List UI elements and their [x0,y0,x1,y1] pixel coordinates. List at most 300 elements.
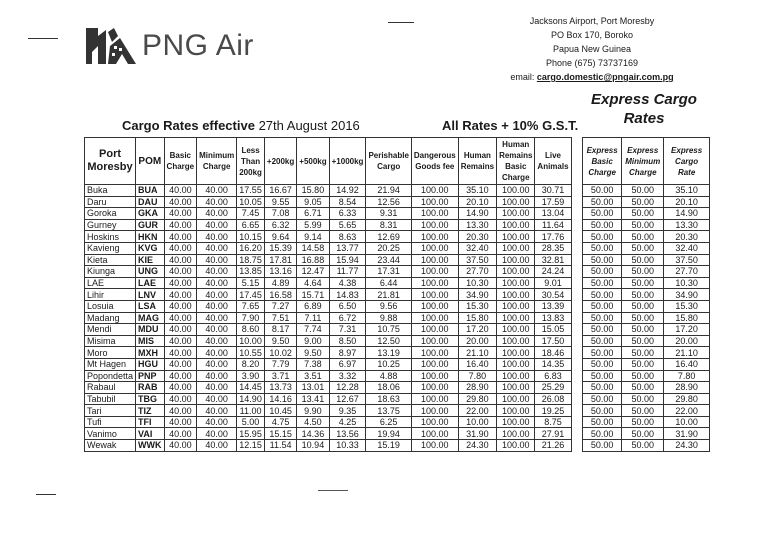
cell-rate-200kg: 11.54 [264,440,296,452]
cell-minimum-charge: 40.00 [197,416,237,428]
header-text: Express [627,145,659,155]
cell-pom: DAU [136,196,165,208]
express-cargo-title [588,90,700,128]
cell-basic-charge: 40.00 [164,428,197,440]
header-text: Dangerous [413,151,456,160]
header-live-animals [535,138,571,185]
cell-minimum-charge: 40.00 [197,312,237,324]
cell-basic-charge: 40.00 [164,370,197,382]
cell-live-animals: 13.39 [535,300,571,312]
cargo-rates-table [84,137,572,452]
cell-minimum-charge: 40.00 [197,324,237,336]
cell-express-minimum-charge: 50.00 [622,242,664,254]
cell-rate-1000kg: 14.83 [329,289,366,301]
cell-express-minimum-charge: 50.00 [622,416,664,428]
cell-human-remains: 37.50 [458,254,496,266]
header-text: Charge [588,167,616,177]
cell-minimum-charge: 40.00 [197,370,237,382]
cell-rate-500kg: 15.71 [297,289,329,301]
table-row [583,428,710,440]
cell-less-than-200kg: 16.20 [237,242,265,254]
express-header-row [583,138,710,185]
header-dangerous-goods-fee [411,138,458,185]
express-cargo-body [583,185,710,452]
cell-rate-200kg: 14.16 [264,393,296,405]
cell-less-than-200kg: 18.75 [237,254,265,266]
cell-live-animals: 9.01 [535,277,571,289]
cell-express-cargo-rate: 31.90 [664,428,710,440]
cell-rate-500kg: 9.50 [297,347,329,359]
address-email [482,70,702,84]
cell-minimum-charge: 40.00 [197,277,237,289]
cell-human-remains-basic-charge: 100.00 [497,428,535,440]
cell-express-minimum-charge: 50.00 [622,254,664,266]
cell-less-than-200kg: 7.90 [237,312,265,324]
cell-express-cargo-rate: 28.90 [664,382,710,394]
cell-rate-500kg: 6.89 [297,300,329,312]
cell-express-minimum-charge: 50.00 [622,440,664,452]
header-text: Charge [628,167,657,177]
cell-dangerous-goods-fee: 100.00 [411,277,458,289]
cell-less-than-200kg: 15.95 [237,428,265,440]
cell-express-cargo-rate: 14.90 [664,208,710,220]
cell-live-animals: 27.91 [535,428,571,440]
cell-express-minimum-charge: 50.00 [622,300,664,312]
table-row [583,242,710,254]
cell-express-minimum-charge: 50.00 [622,335,664,347]
cell-live-animals: 24.24 [535,266,571,278]
cell-live-animals: 14.35 [535,358,571,370]
cell-port: Misima [85,335,136,347]
cell-dangerous-goods-fee: 100.00 [411,312,458,324]
cell-express-minimum-charge: 50.00 [622,231,664,243]
table-row [583,208,710,220]
cell-rate-200kg: 16.58 [264,289,296,301]
cell-less-than-200kg: 14.90 [237,393,265,405]
cell-rate-500kg: 4.50 [297,416,329,428]
header-text: Moresby [87,161,133,173]
cell-express-basic-charge: 50.00 [583,300,622,312]
cell-rate-1000kg: 6.72 [329,312,366,324]
cell-human-remains-basic-charge: 100.00 [497,405,535,417]
cell-express-cargo-rate: 29.80 [664,393,710,405]
cell-express-basic-charge: 50.00 [583,185,622,197]
cell-live-animals: 11.64 [535,219,571,231]
cell-dangerous-goods-fee: 100.00 [411,289,458,301]
cell-rate-200kg: 7.27 [264,300,296,312]
cell-basic-charge: 40.00 [164,382,197,394]
cell-express-cargo-rate: 35.10 [664,185,710,197]
cell-human-remains-basic-charge: 100.00 [497,347,535,359]
cell-perishable-cargo: 8.31 [366,219,411,231]
cell-rate-200kg: 7.51 [264,312,296,324]
cell-rate-1000kg: 14.92 [329,185,366,197]
table-row [85,335,572,347]
cell-rate-1000kg: 15.94 [329,254,366,266]
cell-dangerous-goods-fee: 100.00 [411,347,458,359]
cell-human-remains: 21.10 [458,347,496,359]
cell-basic-charge: 40.00 [164,277,197,289]
cell-express-cargo-rate: 16.40 [664,358,710,370]
cell-dangerous-goods-fee: 100.00 [411,219,458,231]
cell-human-remains: 16.40 [458,358,496,370]
cell-rate-200kg: 9.64 [264,231,296,243]
cell-basic-charge: 40.00 [164,196,197,208]
cell-pom: GKA [136,208,165,220]
cell-perishable-cargo: 10.75 [366,324,411,336]
cell-human-remains: 15.30 [458,300,496,312]
cell-port: Kiunga [85,266,136,278]
cell-live-animals: 21.26 [535,440,571,452]
header-perishable-cargo [366,138,411,185]
cell-live-animals: 6.83 [535,370,571,382]
cell-port: Madang [85,312,136,324]
cell-pom: WWK [136,440,165,452]
cell-rate-1000kg: 9.35 [329,405,366,417]
cell-live-animals: 13.04 [535,208,571,220]
cell-human-remains: 13.30 [458,219,496,231]
header-text: Port [99,148,122,160]
cell-express-cargo-rate: 17.20 [664,324,710,336]
table-row [583,196,710,208]
cell-rate-200kg: 13.73 [264,382,296,394]
header-200kg: +200kg [264,138,296,185]
cell-human-remains-basic-charge: 100.00 [497,382,535,394]
cell-minimum-charge: 40.00 [197,300,237,312]
header-text: Express [671,145,703,155]
cell-express-basic-charge: 50.00 [583,266,622,278]
cell-rate-1000kg: 13.56 [329,428,366,440]
header-text: Charge [202,162,231,171]
cell-dangerous-goods-fee: 100.00 [411,242,458,254]
cell-express-cargo-rate: 10.00 [664,416,710,428]
cell-pom: BUA [136,185,165,197]
cell-pom: MIS [136,335,165,347]
cell-pom: UNG [136,266,165,278]
cell-rate-500kg: 9.14 [297,231,329,243]
cell-express-cargo-rate: 24.30 [664,440,710,452]
cell-perishable-cargo: 21.94 [366,185,411,197]
table-row [583,324,710,336]
cell-minimum-charge: 40.00 [197,185,237,197]
cell-live-animals: 15.05 [535,324,571,336]
header-text: Human [463,151,491,160]
cell-express-basic-charge: 50.00 [583,231,622,243]
cell-rate-1000kg: 8.54 [329,196,366,208]
cell-less-than-200kg: 7.45 [237,208,265,220]
cell-minimum-charge: 40.00 [197,382,237,394]
header-text: Human [502,140,530,149]
cell-express-cargo-rate: 15.80 [664,312,710,324]
header-express-basic-charge [583,138,622,185]
cell-rate-1000kg: 8.97 [329,347,366,359]
header-text: Goods fee [415,162,455,171]
table-row [583,231,710,243]
cell-rate-1000kg: 10.33 [329,440,366,452]
cell-perishable-cargo: 17.31 [366,266,411,278]
header-text: Charge [501,173,530,182]
cell-human-remains-basic-charge: 100.00 [497,370,535,382]
cell-perishable-cargo: 6.44 [366,277,411,289]
cell-express-basic-charge: 50.00 [583,277,622,289]
cell-express-minimum-charge: 50.00 [622,219,664,231]
cell-dangerous-goods-fee: 100.00 [411,300,458,312]
cell-express-minimum-charge: 50.00 [622,289,664,301]
cell-port: LAE [85,277,136,289]
cell-less-than-200kg: 3.90 [237,370,265,382]
cell-human-remains-basic-charge: 100.00 [497,416,535,428]
header-human-remains-basic-charge [497,138,535,185]
cell-express-basic-charge: 50.00 [583,370,622,382]
cell-express-minimum-charge: 50.00 [622,312,664,324]
cell-human-remains-basic-charge: 100.00 [497,254,535,266]
table-row [583,335,710,347]
cell-express-basic-charge: 50.00 [583,196,622,208]
cell-rate-1000kg: 12.28 [329,382,366,394]
cell-express-basic-charge: 50.00 [583,208,622,220]
cell-express-cargo-rate: 20.00 [664,335,710,347]
cell-human-remains-basic-charge: 100.00 [497,219,535,231]
cell-rate-200kg: 7.79 [264,358,296,370]
cell-less-than-200kg: 14.45 [237,382,265,394]
cell-dangerous-goods-fee: 100.00 [411,185,458,197]
cell-rate-200kg: 10.45 [264,405,296,417]
gst-note: All Rates + 10% G.S.T. [442,118,579,133]
cell-pom: HGU [136,358,165,370]
cell-dangerous-goods-fee: 100.00 [411,231,458,243]
cell-express-minimum-charge: 50.00 [622,393,664,405]
cell-express-cargo-rate: 21.10 [664,347,710,359]
cell-basic-charge: 40.00 [164,289,197,301]
email-label: email: [510,72,535,82]
cell-human-remains-basic-charge: 100.00 [497,196,535,208]
cell-minimum-charge: 40.00 [197,405,237,417]
table-row [85,428,572,440]
cell-rate-200kg: 7.08 [264,208,296,220]
table-row [85,289,572,301]
cell-minimum-charge: 40.00 [197,393,237,405]
cell-less-than-200kg: 11.00 [237,405,265,417]
scan-mark-bottom-center [318,490,348,491]
cell-express-minimum-charge: 50.00 [622,266,664,278]
cell-express-minimum-charge: 50.00 [622,208,664,220]
scan-mark-bottom-left [36,494,56,495]
cargo-rates-title [122,118,360,133]
table-row [85,219,572,231]
cell-human-remains: 20.30 [458,231,496,243]
cell-human-remains-basic-charge: 100.00 [497,289,535,301]
cell-perishable-cargo: 12.69 [366,231,411,243]
cell-pom: TBG [136,393,165,405]
cell-port: Lihir [85,289,136,301]
table-row [583,370,710,382]
scan-mark-top-left [28,38,58,39]
cell-human-remains-basic-charge: 100.00 [497,324,535,336]
address-phone: Phone (675) 73737169 [545,58,639,68]
cell-port: Losuia [85,300,136,312]
cell-basic-charge: 40.00 [164,185,197,197]
cell-live-animals: 17.59 [535,196,571,208]
cell-live-animals: 28.35 [535,242,571,254]
cell-dangerous-goods-fee: 100.00 [411,382,458,394]
cell-perishable-cargo: 23.44 [366,254,411,266]
address-line-3: Papua New Guinea [552,44,632,54]
cell-live-animals: 8.75 [535,416,571,428]
cell-rate-500kg: 4.64 [297,277,329,289]
cell-basic-charge: 40.00 [164,254,197,266]
cell-basic-charge: 40.00 [164,347,197,359]
table-row [85,312,572,324]
cell-human-remains-basic-charge: 100.00 [497,231,535,243]
cell-minimum-charge: 40.00 [197,335,237,347]
cell-pom: PNP [136,370,165,382]
cell-human-remains: 34.90 [458,289,496,301]
table-row [85,393,572,405]
cell-less-than-200kg: 10.55 [237,347,265,359]
table-row [85,185,572,197]
cell-rate-200kg: 3.71 [264,370,296,382]
cell-rate-200kg: 4.89 [264,277,296,289]
cell-express-basic-charge: 50.00 [583,393,622,405]
cell-basic-charge: 40.00 [164,312,197,324]
cell-pom: MAG [136,312,165,324]
cell-pom: MDU [136,324,165,336]
header-text: Remains [460,162,495,171]
cell-minimum-charge: 40.00 [197,219,237,231]
cell-pom: MXH [136,347,165,359]
cell-express-basic-charge: 50.00 [583,428,622,440]
cell-perishable-cargo: 13.75 [366,405,411,417]
table-row [583,358,710,370]
header-text: Minimum [625,156,661,166]
cell-less-than-200kg: 17.55 [237,185,265,197]
header-text: Remains Basic [499,151,533,171]
cell-express-basic-charge: 50.00 [583,382,622,394]
cell-less-than-200kg: 8.60 [237,324,265,336]
cell-express-minimum-charge: 50.00 [622,324,664,336]
cell-human-remains: 35.10 [458,185,496,197]
cell-express-basic-charge: 50.00 [583,312,622,324]
table-row [583,300,710,312]
cell-port: Buka [85,185,136,197]
cell-rate-500kg: 13.01 [297,382,329,394]
header-text: Minimum [199,151,235,160]
header-text: 200kg [239,167,262,177]
cell-pom: LAE [136,277,165,289]
cell-human-remains: 20.00 [458,335,496,347]
cell-human-remains: 28.90 [458,382,496,394]
cell-perishable-cargo: 9.31 [366,208,411,220]
cell-rate-1000kg: 7.31 [329,324,366,336]
table-row [85,231,572,243]
company-address [482,14,702,84]
cell-port: Daru [85,196,136,208]
cell-dangerous-goods-fee: 100.00 [411,196,458,208]
cell-express-basic-charge: 50.00 [583,358,622,370]
cell-perishable-cargo: 12.50 [366,335,411,347]
express-title-line-2: Rates [623,110,665,127]
cell-rate-500kg: 7.11 [297,312,329,324]
cell-perishable-cargo: 9.88 [366,312,411,324]
cargo-rates-body [85,185,572,452]
cell-minimum-charge: 40.00 [197,196,237,208]
cell-basic-charge: 40.00 [164,393,197,405]
table-row [85,370,572,382]
header-text: Cargo [377,162,401,171]
cell-pom: KIE [136,254,165,266]
cell-less-than-200kg: 8.20 [237,358,265,370]
cell-express-minimum-charge: 50.00 [622,405,664,417]
cell-rate-1000kg: 6.33 [329,208,366,220]
cell-live-animals: 17.50 [535,335,571,347]
cell-pom: TIZ [136,405,165,417]
cell-rate-500kg: 5.99 [297,219,329,231]
header-500kg: +500kg [297,138,329,185]
table-row [85,208,572,220]
png-air-logo [84,26,254,66]
cell-less-than-200kg: 10.00 [237,335,265,347]
header-text: Than [241,156,261,166]
cell-minimum-charge: 40.00 [197,358,237,370]
table-row [85,300,572,312]
brand-name: PNG Air [142,29,254,62]
cell-basic-charge: 40.00 [164,405,197,417]
cell-express-cargo-rate: 22.00 [664,405,710,417]
cell-perishable-cargo: 21.81 [366,289,411,301]
cell-less-than-200kg: 6.65 [237,219,265,231]
header-text: Live [544,151,561,160]
cell-less-than-200kg: 12.15 [237,440,265,452]
cell-express-basic-charge: 50.00 [583,416,622,428]
cell-rate-200kg: 13.16 [264,266,296,278]
cell-basic-charge: 40.00 [164,324,197,336]
email-link[interactable]: cargo.domestic@pngair.com.pg [536,72,674,82]
table-row [583,393,710,405]
cell-minimum-charge: 40.00 [197,266,237,278]
cell-basic-charge: 40.00 [164,300,197,312]
cell-pom: LSA [136,300,165,312]
cell-rate-200kg: 6.32 [264,219,296,231]
table-row [583,185,710,197]
cell-port: Popondetta [85,370,136,382]
cell-port: Hoskins [85,231,136,243]
cell-express-minimum-charge: 50.00 [622,382,664,394]
header-less-than-200kg [237,138,265,185]
cargo-rates-header-row [85,138,572,185]
cell-basic-charge: 40.00 [164,231,197,243]
cell-perishable-cargo: 18.63 [366,393,411,405]
cell-rate-500kg: 9.00 [297,335,329,347]
cell-human-remains-basic-charge: 100.00 [497,358,535,370]
cell-human-remains: 24.30 [458,440,496,452]
cell-express-basic-charge: 50.00 [583,440,622,452]
table-row [583,277,710,289]
cell-rate-200kg: 4.75 [264,416,296,428]
cell-express-cargo-rate: 13.30 [664,219,710,231]
cell-rate-200kg: 15.15 [264,428,296,440]
cell-less-than-200kg: 10.05 [237,196,265,208]
table-row [583,347,710,359]
cell-less-than-200kg: 5.00 [237,416,265,428]
address-line-1: Jacksons Airport, Port Moresby [529,16,655,26]
cell-less-than-200kg: 10.15 [237,231,265,243]
header-text: Cargo Rate [675,156,699,177]
cell-port: Mendi [85,324,136,336]
cell-port: Rabaul [85,382,136,394]
cell-port: Tabubil [85,393,136,405]
cell-minimum-charge: 40.00 [197,242,237,254]
cell-pom: RAB [136,382,165,394]
